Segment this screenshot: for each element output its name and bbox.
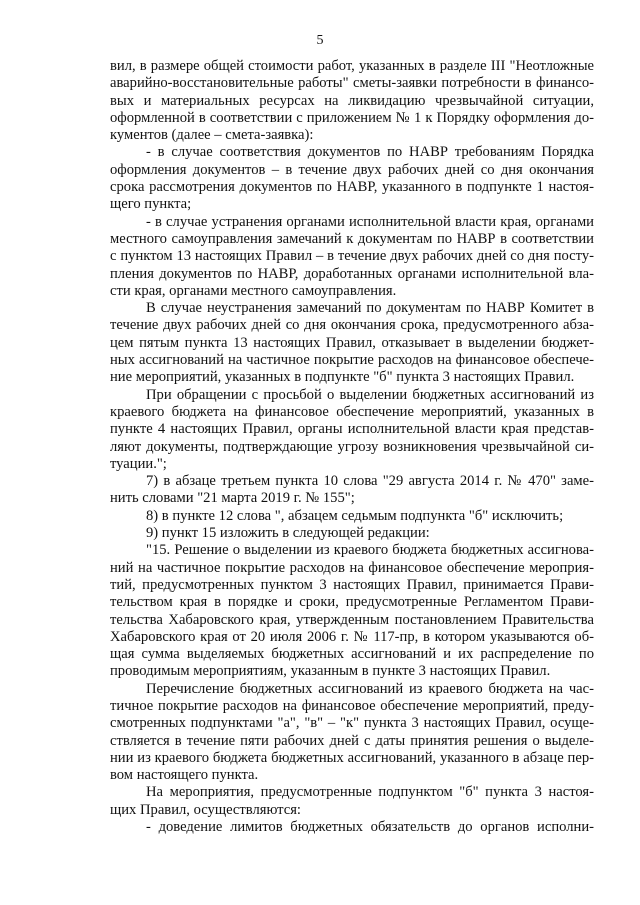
text-line: тельства Хабаровского края, утвержденным постановлением Правительства: [110, 611, 594, 628]
text-line: туации.";: [110, 455, 167, 472]
text-line: "15. Решение о выделении из краевого бюджета бюджетных ассигнова-: [146, 542, 594, 559]
text-line: ствляется в течение пяти рабочих дней с даты принятия решения о выделе-: [110, 732, 594, 749]
text-line: оформления документов – в течение двух рабочих дней со дня окончания: [110, 161, 594, 178]
text-line: щего пункта;: [110, 196, 192, 213]
text-line: 7) в абзаце третьем пункта 10 слова "29 августа 2014 г. № 470" заме-: [146, 473, 594, 490]
page-number: 5: [316, 33, 324, 48]
text-line: местного самоуправления замечаний к документам по НАВР в соответствии: [110, 230, 594, 247]
text-line: - в случае соответствия документов по НАВР требованиям Порядка: [146, 144, 594, 161]
text-line: ние мероприятий, указанных в подпункте "б" пункта 3 настоящих Правил.: [110, 369, 575, 386]
text-line: краевого бюджета на финансовое обеспечение мероприятий, указанных в: [110, 403, 594, 420]
text-line: аварийно-восстановительные работы" сметы-заявки потребности в финансо-: [110, 75, 594, 92]
text-line: щих Правил, осуществляются:: [110, 801, 301, 818]
text-line: течение двух рабочих дней со дня окончания срока, предусмотренного абза-: [110, 317, 594, 334]
text-line: ний на частичное покрытие расходов на финансовое обеспечение мероприя-: [110, 559, 594, 576]
text-line: - доведение лимитов бюджетных обязательств до органов исполни-: [146, 819, 594, 836]
document-body: [110, 58, 594, 836]
text-line: ляют документы, подтверждающие угрозу возникновения чрезвычайной си-: [110, 438, 594, 455]
text-line: ных ассигнований на частичное покрытие расходов на финансовое обеспече-: [110, 352, 594, 369]
text-line: - в случае устранения органами исполнительной власти края, органами: [146, 213, 594, 230]
text-line: Перечисление бюджетных ассигнований из краевого бюджета на час-: [146, 680, 594, 697]
text-line: вом настоящего пункта.: [110, 767, 259, 784]
text-line: вых и материальных ресурсах на ликвидацию чрезвычайной ситуации,: [110, 92, 594, 109]
text-line: сти края, органами местного самоуправления.: [110, 282, 397, 299]
text-line: срока рассмотрения документов по НАВР, указанного в подпункте 1 настоя-: [110, 179, 594, 196]
text-line: вил, в размере общей стоимости работ, указанных в разделе III "Неотложные: [110, 58, 594, 74]
text-line: тий, предусмотренных пунктом 3 настоящих Правил, принимается Прави-: [110, 576, 594, 593]
text-line: кументов (далее – смета-заявка):: [110, 127, 314, 144]
text-line: проводимым мероприятиям, указанным в пункте 3 настоящих Правил.: [110, 663, 551, 680]
text-line: Хабаровского края от 20 июля 2006 г. № 117-пр, в котором указываются об-: [110, 628, 594, 645]
text-line: щая сумма выделяемых бюджетных ассигнований и их распределение по: [110, 646, 594, 663]
text-line: На мероприятия, предусмотренные подпунктом "б" пункта 3 настоя-: [146, 784, 594, 801]
text-line: 8) в пункте 12 слова ", абзацем седьмым подпункта "б" исключить;: [146, 507, 564, 524]
text-line: цем пятым пункта 13 настоящих Правил, отказывает в выделении бюджет-: [110, 334, 594, 351]
text-line: тичное покрытие расходов на финансовое обеспечение мероприятий, преду-: [110, 697, 594, 714]
text-line: тельством края в порядке и сроки, предусмотренные Регламентом Прави-: [110, 594, 594, 611]
text-line: 9) пункт 15 изложить в следующей редакции:: [146, 525, 430, 542]
text-line: нии из краевого бюджета бюджетных ассигнований, указанного в абзаце пер-: [110, 749, 594, 766]
text-line: пления документов по НАВР, доработанных органами исполнительной вла-: [110, 265, 594, 282]
text-line: В случае неустранения замечаний по документам по НАВР Комитет в: [146, 300, 594, 317]
text-line: с пунктом 13 настоящих Правил – в течение двух рабочих дней со дня посту-: [110, 248, 594, 265]
text-line: нить словами "21 марта 2019 г. № 155";: [110, 490, 355, 507]
text-line: пункте 4 настоящих Правил, органы исполнительной власти края представ-: [110, 421, 594, 438]
text-line: смотренных подпунктами "а", "в" – "к" пункта 3 настоящих Правил, осуще-: [110, 715, 594, 732]
text-line: При обращении с просьбой о выделении бюджетных ассигнований из: [146, 386, 594, 403]
text-line: оформленной в соответствии с приложением № 1 к Порядку оформления до-: [110, 109, 594, 126]
